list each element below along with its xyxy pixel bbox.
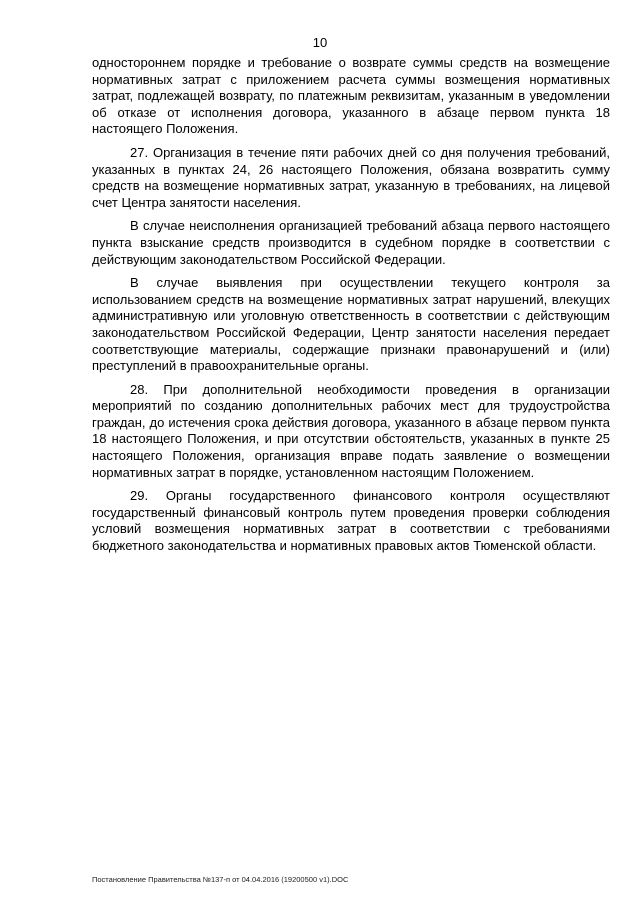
document-footer: Постановление Правительства №137-п от 04.04.2016 (19200500 v1).DOC bbox=[92, 875, 349, 884]
paragraph-continuation: одностороннем порядке и требование о возврате суммы средств на возмещение нормативных затрат с приложением расчета суммы возмещения нормативных затрат, подлежащей возврату, по платежным реквизитам, указанным в уведомлении об отказе от исполнения договора, указанного в абзаце первом пункта 18 настоящего Положения. bbox=[92, 55, 610, 137]
document-body bbox=[92, 55, 610, 562]
paragraph-item-27-violations: В случае выявления при осуществлении текущего контроля за использованием средств на возмещение нормативных затрат нарушений, влекущих административную или уголовную ответственность в соответствии с действующим законодательством Российской Федерации, Центр занятости населения передает соответствующие материалы, содержащие признаки правонарушений и (или) преступлений в правоохранительные органы. bbox=[92, 275, 610, 374]
paragraph-item-29: 29. Органы государственного финансового контроля осуществляют государственный финансовый контроль путем проведения проверки соблюдения условий возмещения нормативных затрат в соответствии с требованиями бюджетного законодательства и нормативных правовых актов Тюменской области. bbox=[92, 488, 610, 554]
paragraph-item-28: 28. При дополнительной необходимости проведения в организации мероприятий по созданию дополнительных рабочих мест для трудоустройства граждан, до истечения срока действия договора, указанного в абзаце первом пункта 18 настоящего Положения, и при отсутствии обстоятельств, указанных в пункте 25 настоящего Положения, организация вправе подать заявление о возмещении нормативных затрат в порядке, установленном настоящим Положением. bbox=[92, 381, 610, 480]
page-number: 10 bbox=[312, 35, 328, 50]
paragraph-item-27: 27. Организация в течение пяти рабочих дней со дня получения требований, указанных в пунктах 24, 26 настоящего Положения, обязана возвратить сумму средств на возмещение нормативных затрат, указанную в требованиях, на лицевой счет Центра занятости населения. bbox=[92, 144, 610, 210]
paragraph-item-27-non-compliance: В случае неисполнения организацией требований абзаца первого настоящего пункта взыскание средств производится в судебном порядке в соответствии с действующим законодательством Российской Федерации. bbox=[92, 218, 610, 267]
